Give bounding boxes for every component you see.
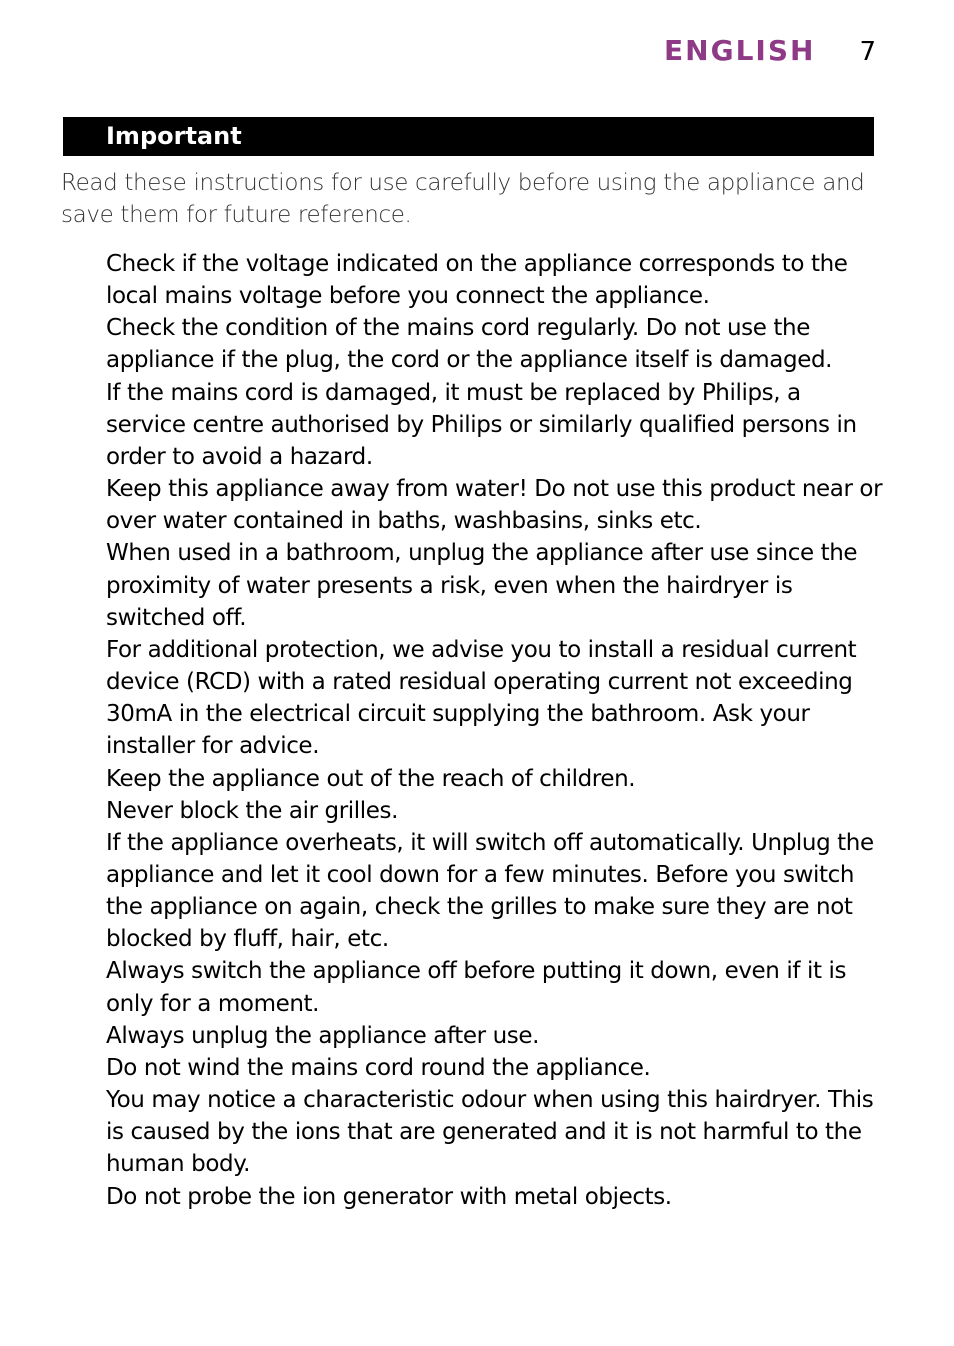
list-item: Do not probe the ion generator with metal objects. <box>106 1183 672 1210</box>
page-number: 7 <box>859 37 876 67</box>
list-item: Keep this appliance away from water! Do not use this product near or over water contained in baths, washbasins, sinks etc. <box>106 476 883 535</box>
language-label: ENGLISH <box>664 34 816 67</box>
section-title: Important <box>106 122 242 150</box>
section-header-bar <box>63 117 874 156</box>
list-item: Check if the voltage indicated on the appliance corresponds to the local mains voltage before you connect the appliance. <box>106 251 848 310</box>
list-item: For additional protection, we advise you to install a residual current device (RCD) with a rated residual operating current not exceeding 30mA in the electrical circuit supplying the bathroom. Ask your installer for advice. <box>106 636 857 760</box>
intro-paragraph: Read these instructions for use carefully before using the appliance and save them for future reference. <box>61 170 865 228</box>
list-item: Never block the air grilles. <box>106 797 399 824</box>
list-item: Do not wind the mains cord round the appliance. <box>106 1054 651 1081</box>
page-header <box>664 34 876 67</box>
list-item: You may notice a characteristic odour when using this hairdryer. This is caused by the ions that are generated and it is not harmful to the human body. <box>106 1087 874 1178</box>
list-item: If the appliance overheats, it will switch off automatically. Unplug the appliance and let it cool down for a few minutes. Before you switch the appliance on again, check the grilles to make sure they are not blocked by fluff, hair, etc. <box>106 829 874 953</box>
list-item: Always unplug the appliance after use. <box>106 1022 540 1049</box>
list-item: When used in a bathroom, unplug the appliance after use since the proximity of water presents a risk, even when the hairdryer is switched off. <box>106 540 858 631</box>
list-item: Check the condition of the mains cord regularly. Do not use the appliance if the plug, the cord or the appliance itself is damaged. <box>106 315 833 374</box>
list-item: Always switch the appliance off before putting it down, even if it is only for a moment. <box>106 958 847 1017</box>
list-item: If the mains cord is damaged, it must be replaced by Philips, a service centre authorised by Philips or similarly qualified persons in order to avoid a hazard. <box>106 379 857 470</box>
list-item: Keep the appliance out of the reach of children. <box>106 765 636 792</box>
safety-instructions-list <box>106 248 884 1213</box>
